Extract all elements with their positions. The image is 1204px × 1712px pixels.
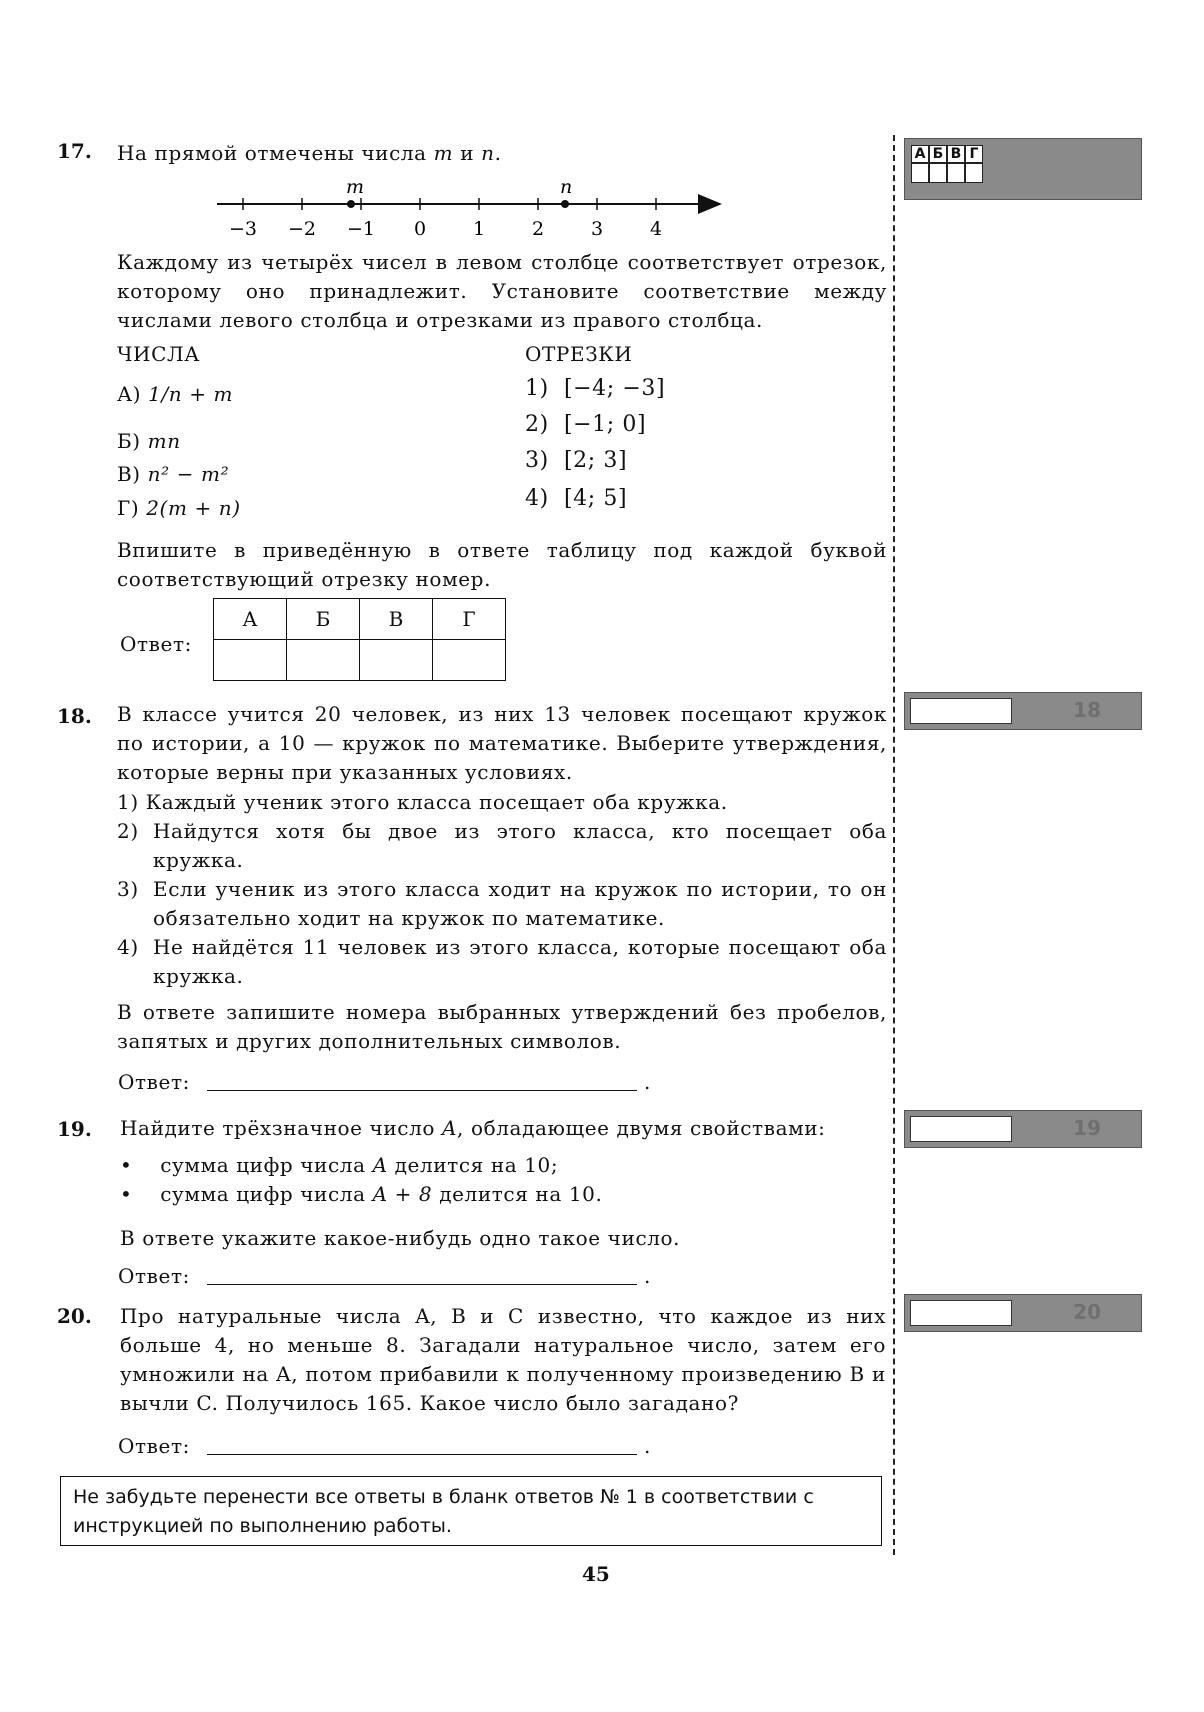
q19-bullet-2 xyxy=(120,1180,602,1209)
axis-tick-label: 4 xyxy=(649,218,663,240)
axis-tick-label: 2 xyxy=(531,218,545,240)
q17-option-g-expr: 2(m + n) xyxy=(146,496,241,520)
q17-side-letter-g: Г xyxy=(965,145,983,163)
q18-side-box xyxy=(904,692,1142,730)
axis-tick-label: −2 xyxy=(287,218,317,240)
q18-option-1-num: 1) xyxy=(117,790,139,814)
q20-answer-dot: . xyxy=(644,1434,651,1458)
q17-intro-text: На прямой отмечены числа xyxy=(117,141,427,165)
q20-answer-label: Ответ: xyxy=(118,1434,190,1458)
q17-side-cell-v[interactable] xyxy=(947,163,965,183)
q18-answer-label: Ответ: xyxy=(118,1070,190,1094)
q17-var-n: n xyxy=(481,141,495,165)
q17-segment-1-value: [−4; −3] xyxy=(563,376,666,401)
q19-text-before: Найдите трёхзначное число xyxy=(120,1116,436,1140)
cut-line xyxy=(893,135,895,1555)
q19-instruction: В ответе укажите какое-нибудь одно такое число. xyxy=(120,1226,681,1250)
bullet-icon: • xyxy=(120,1153,133,1177)
point-n xyxy=(561,200,569,208)
q19-bullet-1 xyxy=(120,1151,558,1180)
q19-answer-dot: . xyxy=(644,1264,651,1288)
q18-option-2 xyxy=(117,817,887,875)
q17-number: 17. xyxy=(57,139,92,163)
q20-side-box xyxy=(904,1294,1142,1332)
q19-side-input[interactable] xyxy=(910,1116,1012,1142)
q18-side-input[interactable] xyxy=(910,698,1012,724)
q17-segment-1 xyxy=(525,374,665,403)
q18-option-3-num: 3) xyxy=(117,877,139,901)
q17-and: и xyxy=(460,141,475,165)
axis-tick-label: −3 xyxy=(228,218,258,240)
q19-side-number: 19 xyxy=(1073,1116,1101,1140)
q17-side-cell-g[interactable] xyxy=(965,163,983,183)
q18-text: В классе учится 20 человек, из них 13 человек посещают кружок по истории, а 10 — кружок по математике. Выберите утверждения, которые верны при указанных условиях. xyxy=(117,702,887,784)
q17-answer-cell-b[interactable] xyxy=(287,640,360,681)
q17-intro xyxy=(117,139,502,168)
q17-table-header-g: Г xyxy=(433,599,506,640)
q17-option-a-expr: 1/n + m xyxy=(148,382,234,406)
q19-var: A xyxy=(442,1116,458,1140)
q17-dot: . xyxy=(494,141,502,165)
q17-answer-cell-a[interactable] xyxy=(214,640,287,681)
q17-segment-2-value: [−1; 0] xyxy=(563,412,647,437)
q20-side-number: 20 xyxy=(1073,1300,1101,1324)
q17-answer-cell-v[interactable] xyxy=(360,640,433,681)
bullet-icon: • xyxy=(120,1182,133,1206)
q19-bullet-2-var: A + 8 xyxy=(372,1182,433,1206)
q17-side-cell-b[interactable] xyxy=(929,163,947,183)
q17-side-letters xyxy=(911,145,983,163)
q20-side-input[interactable] xyxy=(910,1300,1012,1326)
axis-tick-label: 3 xyxy=(590,218,604,240)
q18-option-1 xyxy=(117,788,887,817)
q17-segment-2 xyxy=(525,410,646,439)
q19-bullet-1-before: сумма цифр числа xyxy=(160,1153,366,1177)
page-number: 45 xyxy=(582,1562,610,1586)
q18-side-number: 18 xyxy=(1073,698,1101,722)
q17-option-a-letter: А) xyxy=(117,382,142,406)
q18-instruction: В ответе запишите номера выбранных утверждений без пробелов, запятых и других дополнительных символов. xyxy=(117,1000,887,1053)
notice-text: Не забудьте перенести все ответы в бланк ответов № 1 в соответствии с инструкцией по выполнению работы. xyxy=(73,1486,814,1537)
q17-instruction: Впишите в приведённую в ответе таблицу под каждой буквой соответствующий отрезку номер. xyxy=(117,538,887,591)
q17-table-header-v: В xyxy=(360,599,433,640)
q19-side-box xyxy=(904,1110,1142,1148)
q19-text-after: , обладающее двумя свойствами: xyxy=(457,1116,826,1140)
q19-bullet-2-before: сумма цифр числа xyxy=(160,1182,366,1206)
q18-option-4 xyxy=(117,933,887,991)
q17-answer-table xyxy=(213,598,506,681)
q19-bullet-1-var: A xyxy=(372,1153,388,1177)
q17-table-header-a: А xyxy=(214,599,287,640)
q17-segment-1-num: 1) xyxy=(525,376,549,401)
q17-segment-4-num: 4) xyxy=(525,486,549,511)
q19-answer-line[interactable] xyxy=(207,1284,637,1285)
q18-option-2-num: 2) xyxy=(117,819,139,843)
q18-number: 18. xyxy=(57,704,92,728)
q18-option-2-text: Найдутся хотя бы двое из этого класса, кто посещает оба кружка. xyxy=(153,819,887,872)
q18-option-1-text: Каждый ученик этого класса посещает оба кружка. xyxy=(145,790,728,814)
q17-option-b xyxy=(117,427,181,456)
point-m-label: m xyxy=(346,176,365,198)
axis-tick-label: 1 xyxy=(472,218,486,240)
q17-segment-2-num: 2) xyxy=(525,412,549,437)
q17-option-v xyxy=(117,460,229,489)
number-line xyxy=(205,175,725,245)
q17-answer-label: Ответ: xyxy=(120,632,192,656)
q17-segment-4-value: [4; 5] xyxy=(563,486,628,511)
q19-answer-label: Ответ: xyxy=(118,1264,190,1288)
q17-side-letter-a: А xyxy=(911,145,929,163)
q18-option-3 xyxy=(117,875,887,933)
q19-bullet-1-after: делится на 10; xyxy=(394,1153,559,1177)
q18-answer-line[interactable] xyxy=(207,1090,637,1091)
q17-left-header: ЧИСЛА xyxy=(117,342,201,366)
q17-option-b-expr: mn xyxy=(147,429,181,453)
q17-option-b-letter: Б) xyxy=(117,429,141,453)
axis-tick-label: −1 xyxy=(346,218,376,240)
q17-option-g xyxy=(117,494,241,523)
q17-side-letter-b: Б xyxy=(929,145,947,163)
point-n-label: n xyxy=(560,176,573,198)
q17-segment-3-num: 3) xyxy=(525,448,549,473)
q18-option-3-text: Если ученик из этого класса ходит на кружок по истории, то он обязательно ходит на кружок по математике. xyxy=(153,877,887,930)
axis-tick-label: 0 xyxy=(413,218,427,240)
q20-answer-line[interactable] xyxy=(207,1454,637,1455)
q19-bullet-2-after: делится на 10. xyxy=(439,1182,603,1206)
q17-side-letter-v: В xyxy=(947,145,965,163)
q18-answer-dot: . xyxy=(644,1070,651,1094)
q17-side-cells xyxy=(911,163,983,183)
q17-option-g-letter: Г) xyxy=(117,496,140,520)
q17-var-m: m xyxy=(433,141,454,165)
q17-right-header: ОТРЕЗКИ xyxy=(525,342,633,366)
q17-answer-cell-g[interactable] xyxy=(433,640,506,681)
q18-option-4-num: 4) xyxy=(117,935,139,959)
point-m xyxy=(347,200,355,208)
q20-text: Про натуральные числа A, B и C известно, что каждое из них больше 4, но меньше 8. Загадали натуральное число, затем его умножили на A, потом прибавили к полученному произведению B и вычли C. Получилось 165. Какое число было загадано? xyxy=(120,1304,886,1415)
q20-number: 20. xyxy=(57,1304,92,1328)
q17-option-v-letter: В) xyxy=(117,462,141,486)
q17-segment-3-value: [2; 3] xyxy=(563,448,628,473)
q17-segment-3 xyxy=(525,446,627,475)
q19-number: 19. xyxy=(57,1117,92,1141)
q17-side-box xyxy=(904,138,1142,200)
q17-option-v-expr: n² − m² xyxy=(147,462,230,486)
q18-option-4-text: Не найдётся 11 человек из этого класса, которые посещают оба кружка. xyxy=(153,935,887,988)
q17-text: Каждому из четырёх чисел в левом столбце соответствует отрезок, которому оно принадлежит. Установите соответствие между числами левого столбца и отрезками из правого столбца. xyxy=(117,250,887,332)
q17-side-cell-a[interactable] xyxy=(911,163,929,183)
q17-option-a xyxy=(117,380,233,409)
q17-segment-4 xyxy=(525,484,627,513)
q19-text xyxy=(120,1114,826,1143)
notice-box xyxy=(60,1476,882,1546)
q17-table-header-b: Б xyxy=(287,599,360,640)
